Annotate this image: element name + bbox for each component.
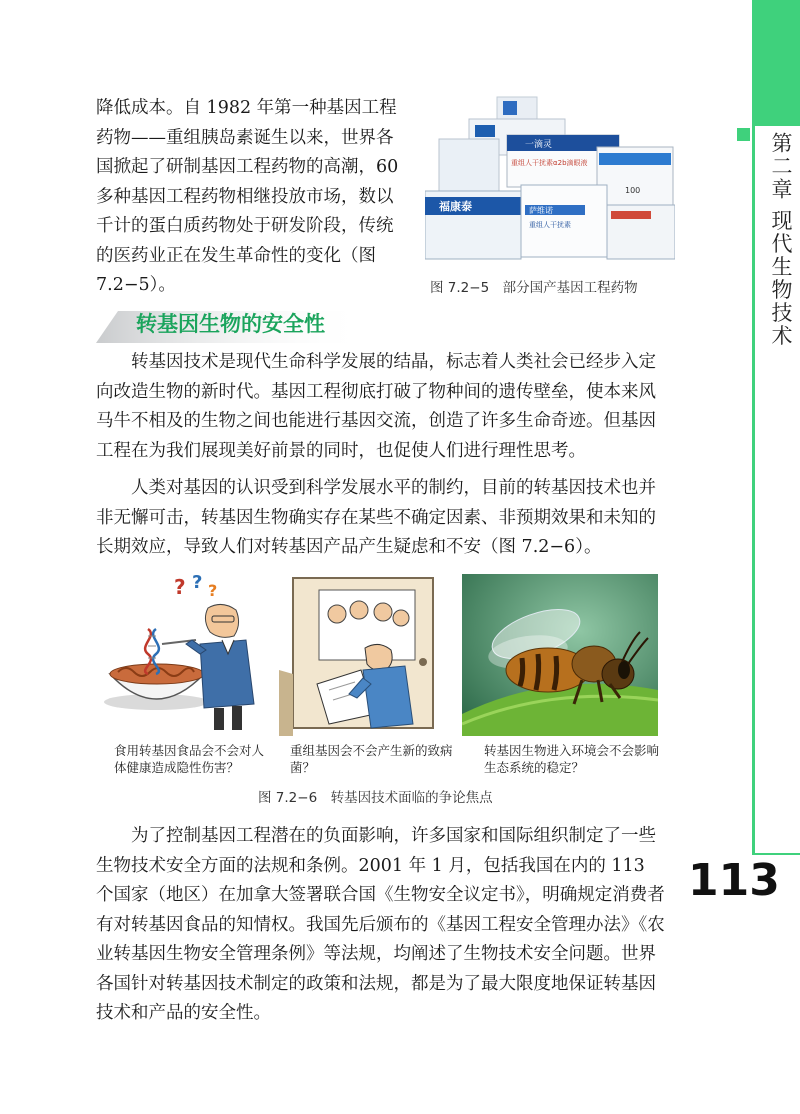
figure-7-2-6-caption: 图 7.2−6 转基因技术面临的争论焦点 <box>258 790 493 806</box>
panel-1-caption: 食用转基因食品会不会对人体健康造成隐性伤害？ <box>114 743 265 775</box>
section-heading: 转基因生物的安全性 <box>136 312 325 336</box>
intro-paragraph: 降低成本。自 1982 年第一种基因工程药物——重组胰岛素诞生以来，世界各国掀起了研制基因工程药物的高潮，60 多种基因工程药物相继投放市场，数以千计的蛋白质药物处于研发阶段，传统的医药业正在发生革命性的变化（图 7.2−5）。 <box>96 98 399 295</box>
panel-3-caption: 转基因生物进入环境会不会影响生态系统的稳定？ <box>484 743 660 775</box>
box-label-2: 重组人干扰素α2b滴眼液 <box>511 159 588 167</box>
box-label-5: 重组人干扰素 <box>529 221 571 229</box>
paragraph-1: 转基因技术是现代生命科学发展的结晶，标志着人类社会已经步入定向改造生物的新时代。基因工程彻底打破了物种间的遗传壁垒，使本来风马牛不相及的生物之间也能进行基因交流，创造了许多生命奇迹。但基因工程在为我们展现美好前景的同时，也促使人们进行理性思考。 <box>96 352 656 461</box>
svg-text:?: ? <box>208 581 218 600</box>
new-pathogen-cartoon <box>279 574 454 736</box>
paragraph-2: 人类对基因的认识受到科学发展水平的制约，目前的转基因技术也并非无懈可击，转基因生物确实存在某些不确定因素、非预期效果和未知的长期效应，导致人们对转基因产品产生疑虑和不安（图 7.2−6）。 <box>96 478 656 557</box>
box-label-1: 一滴灵 <box>525 140 553 150</box>
bee-photo <box>462 574 658 736</box>
paragraph-3: 为了控制基因工程潜在的负面影响，许多国家和国际组织制定了一些生物技术安全方面的法规和条例。2001 年 1 月，包括我国在内的 113 个国家（地区）在加拿大签署联合国《生物安全议定书》，明确规定消费者有对转基因食品的知情权。我国先后颁布的《基因工程安全管理办法》《农业转基因生物安全管理条例》等法规，均阐述了生物技术安全问题。世界各国针对转基因技术制定的政策和法规，都是为了最大限度地保证转基因技术和产品的安全性。 <box>96 826 665 1023</box>
panel-2-caption: 重组基因会不会产生新的致病菌？ <box>290 743 453 775</box>
chapter-tab-line <box>752 0 755 855</box>
figure-7-2-5-caption: 图 7.2−5 部分国产基因工程药物 <box>430 280 638 296</box>
gm-food-cartoon <box>96 574 271 736</box>
chapter-marker-square <box>737 128 750 141</box>
box-label-3: 福康泰 <box>439 200 472 213</box>
chapter-label: 第二章 现代生物技术 <box>769 132 793 348</box>
page-number: 113 <box>688 855 780 906</box>
drug-boxes-photo <box>425 93 675 265</box>
chapter-tab-block <box>752 0 800 126</box>
box-label-6: 100 <box>625 186 641 195</box>
svg-text:?: ? <box>192 574 203 593</box>
svg-text:?: ? <box>174 575 186 599</box>
box-label-4: 萨维诺 <box>529 206 553 215</box>
